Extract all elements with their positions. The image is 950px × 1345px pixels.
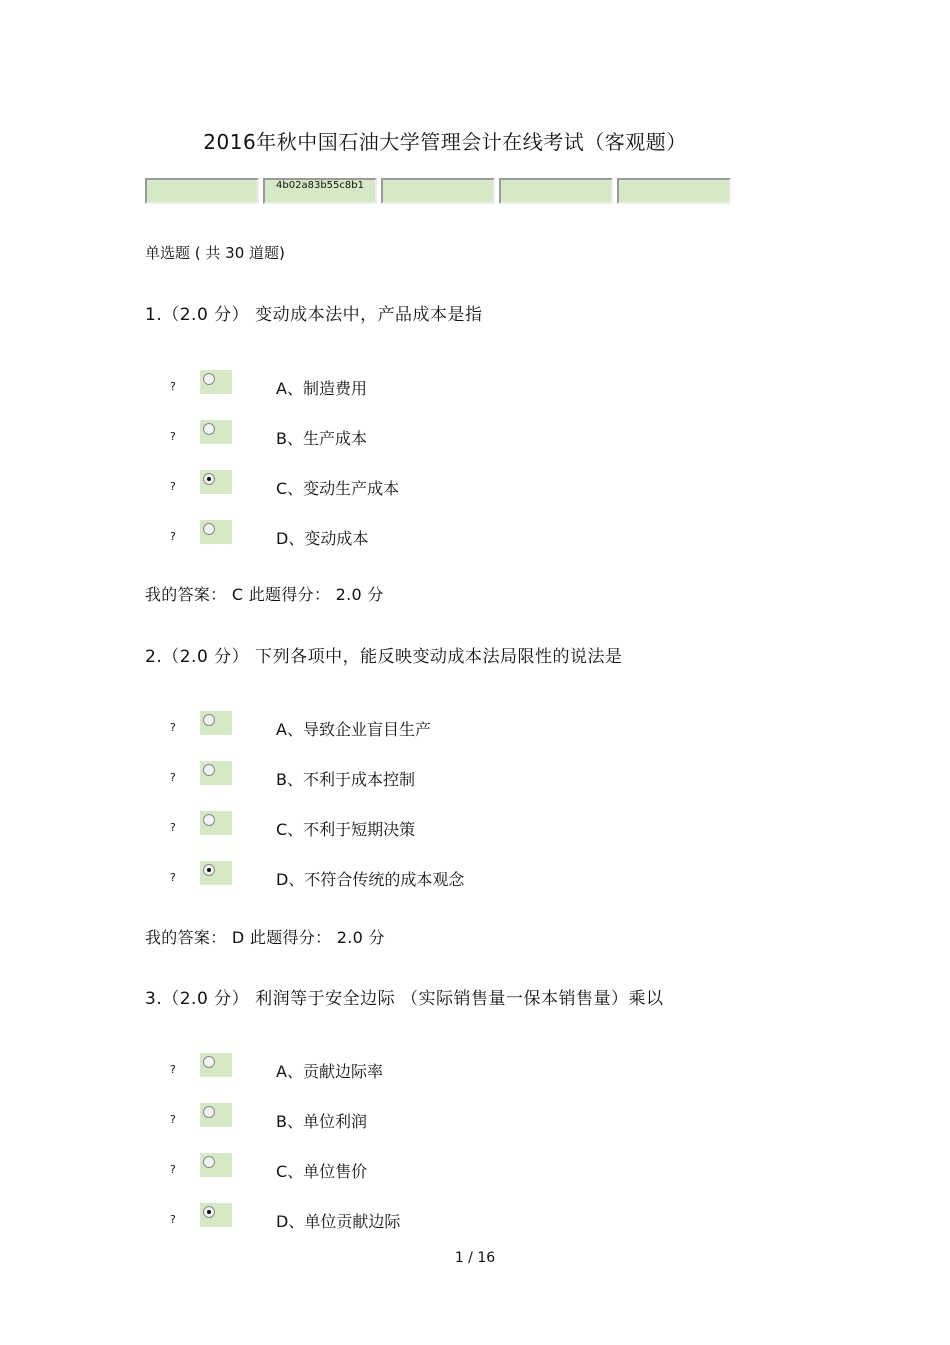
radio-button[interactable] (203, 1206, 215, 1218)
question-title: 1.（2.0 分） 变动成本法中，产品成本是指 (145, 305, 483, 325)
radio-box[interactable] (200, 1103, 232, 1127)
radio-box[interactable] (200, 1053, 232, 1077)
option-row[interactable] (170, 420, 670, 446)
radio-button[interactable] (203, 473, 215, 485)
option-label: C、变动生产成本 (276, 479, 400, 498)
radio-box[interactable] (200, 370, 232, 394)
question-title: 2.（2.0 分） 下列各项中，能反映变动成本法局限性的说法是 (145, 647, 623, 667)
radio-button[interactable] (203, 1156, 215, 1168)
radio-button[interactable] (203, 864, 215, 876)
header-bar-cell (145, 178, 259, 204)
question-mark: ? (170, 1213, 176, 1226)
option-row[interactable] (170, 370, 670, 396)
option-label: D、变动成本 (276, 529, 369, 548)
option-label: A、导致企业盲目生产 (276, 720, 431, 739)
radio-box[interactable] (200, 1203, 232, 1227)
radio-box[interactable] (200, 520, 232, 544)
question-mark: ? (170, 821, 176, 834)
radio-button[interactable] (203, 1056, 215, 1068)
option-row[interactable] (170, 470, 670, 496)
radio-button[interactable] (203, 373, 215, 385)
page-number: 1 / 16 (454, 1250, 496, 1266)
option-label: D、单位贡献边际 (276, 1212, 401, 1231)
question-mark: ? (170, 771, 176, 784)
option-label: A、贡献边际率 (276, 1062, 383, 1081)
question-mark: ? (170, 480, 176, 493)
option-label: D、不符合传统的成本观念 (276, 870, 465, 889)
option-label: C、单位售价 (276, 1162, 368, 1181)
my-answer: 我的答案： D 此题得分： 2.0 分 (145, 928, 385, 947)
option-row[interactable] (170, 1103, 670, 1129)
question-title: 3.（2.0 分） 利润等于安全边际 （实际销售量一保本销售量）乘以 (145, 989, 664, 1009)
option-label: B、单位利润 (276, 1112, 367, 1131)
header-bar-cell (499, 178, 613, 204)
radio-box[interactable] (200, 420, 232, 444)
option-row[interactable] (170, 1153, 670, 1179)
radio-box[interactable] (200, 470, 232, 494)
option-row[interactable] (170, 761, 670, 787)
question-mark: ? (170, 1113, 176, 1126)
radio-box[interactable] (200, 711, 232, 735)
question-mark: ? (170, 1163, 176, 1176)
question-mark: ? (170, 721, 176, 734)
option-row[interactable] (170, 520, 670, 546)
option-label: C、不利于短期决策 (276, 820, 416, 839)
header-bar-cell (381, 178, 495, 204)
page-title: 2016年秋中国石油大学管理会计在线考试（客观题） (203, 130, 687, 154)
radio-box[interactable] (200, 811, 232, 835)
my-answer: 我的答案： C 此题得分： 2.0 分 (145, 585, 384, 604)
option-row[interactable] (170, 1053, 670, 1079)
radio-box[interactable] (200, 761, 232, 785)
radio-box[interactable] (200, 861, 232, 885)
question-mark: ? (170, 530, 176, 543)
option-label: A、制造费用 (276, 379, 367, 398)
question-mark: ? (170, 1063, 176, 1076)
option-row[interactable] (170, 861, 670, 887)
option-row[interactable] (170, 711, 670, 737)
radio-button[interactable] (203, 523, 215, 535)
question-mark: ? (170, 380, 176, 393)
radio-button[interactable] (203, 714, 215, 726)
header-bar-cell (617, 178, 731, 204)
option-label: B、不利于成本控制 (276, 770, 415, 789)
radio-button[interactable] (203, 423, 215, 435)
option-label: B、生产成本 (276, 429, 367, 448)
radio-box[interactable] (200, 1153, 232, 1177)
header-bar-cell: 4b02a83b55c8b1 (263, 178, 377, 204)
question-mark: ? (170, 430, 176, 443)
question-mark: ? (170, 871, 176, 884)
radio-button[interactable] (203, 1106, 215, 1118)
option-row[interactable] (170, 1203, 670, 1229)
header-bar (145, 178, 735, 204)
section-heading: 单选题 ( 共 30 道题) (145, 244, 285, 262)
option-row[interactable] (170, 811, 670, 837)
radio-button[interactable] (203, 814, 215, 826)
radio-button[interactable] (203, 764, 215, 776)
